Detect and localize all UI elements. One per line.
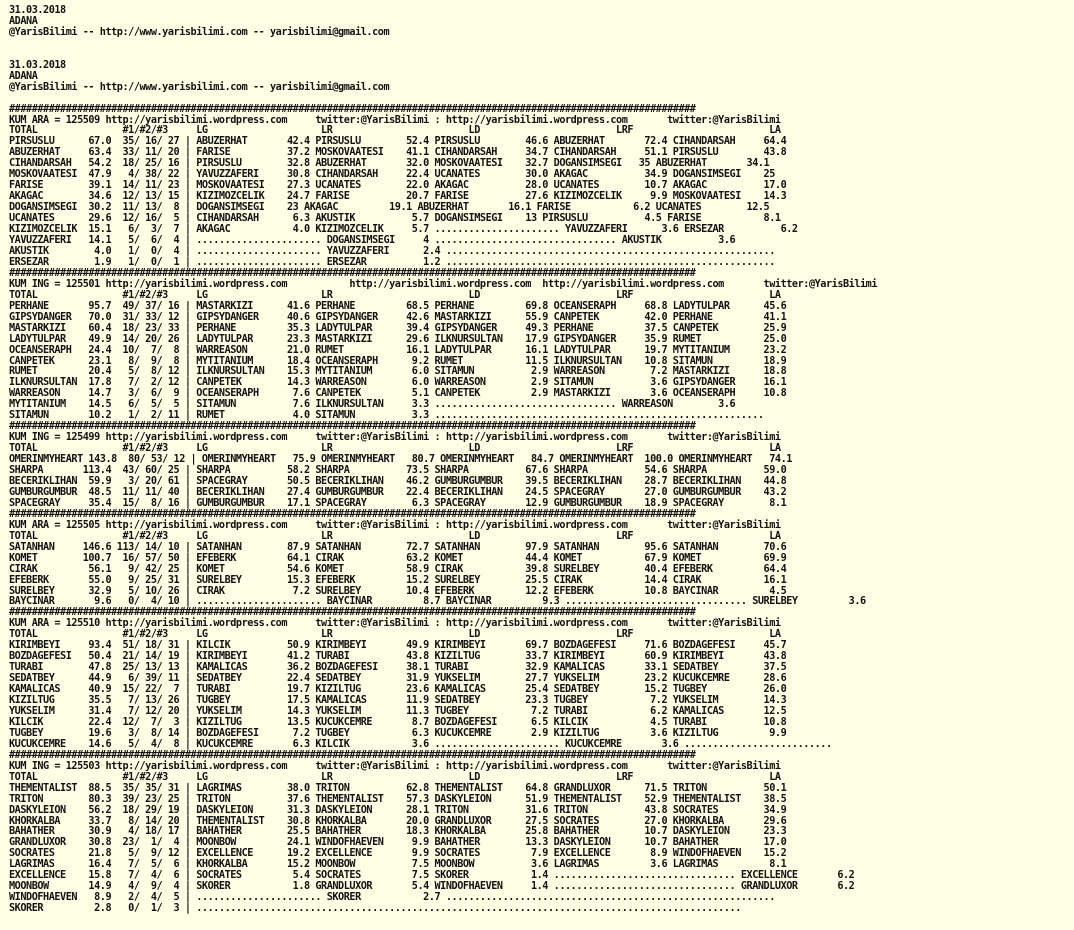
report-line: ADANA (9, 15, 38, 27)
report-line: KAMALICAS 40.9 15/ 22/ 7 | TURABI 19.7 KIZILTUG 23.6 KAMALICAS 25.4 SEDATBEY 15.2 TUGBEY 26.0 (9, 684, 787, 696)
report-line: KILCIK 22.4 12/ 7/ 3 | KIZILTUG 13.5 KUCUKCEMRE 8.7 BOZDAGEFESI 6.5 KILCIK 4.5 TURABI 10.8 (9, 716, 787, 728)
report-line: KOMET 100.7 16/ 57/ 50 | EFEBERK 64.1 CIRAK 63.2 KOMET 44.4 KOMET 67.9 KOMET 69.9 (9, 552, 787, 564)
report-line: KUM ING = 125499 http://yarisbilimi.wordpress.com twitter:@YarisBilimi : http://yarisbilimi.wordpress.com twitter:@YarisBilimi (9, 432, 781, 444)
report-line: TOTAL #1/#2/#3 LG LR LD LRF LA (9, 125, 781, 137)
report-line (9, 94, 1074, 105)
report-line: KIZIMOZCELIK 15.1 6/ 3/ 7 | AKAGAC 4.0 KIZIMOZCELIK 5.7 ...................... YAVUZZAFERI 3.6 ERSEZAR 6.2 (9, 224, 798, 236)
report-line: ######################################################################################################################### (9, 421, 696, 433)
report-line (9, 39, 1074, 50)
report-line: UCANATES 29.6 12/ 16/ 5 | CIHANDARSAH 6.3 AKUSTIK 5.7 DOGANSIMSEGI 13 PIRSUSLU 4.5 FARISE 8.1 (9, 213, 781, 225)
report-line: @YarisBilimi -- http://www.yarisbilimi.com -- yarisbilimi@gmail.com (9, 26, 390, 38)
report-line: GRANDLUXOR 30.8 23/ 1/ 4 | MOONBOW 24.1 WINDOFHAEVEN 9.9 BAHATHER 13.3 DASKYLEION 10.7 BAHATHER 17.0 (9, 837, 787, 849)
report-line: ######################################################################################################################### (9, 508, 696, 520)
report-line: ABUZERHAT 63.4 33/ 11/ 20 | FARISE 37.2 MOSKOVAATESI 41.1 CIHANDARSAH 34.7 CIHANDARSAH 51.1 PIRSUSLU 43.8 (9, 147, 787, 159)
report-line: ADANA (9, 70, 38, 82)
report-line: TUGBEY 19.6 3/ 8/ 14 | BOZDAGEFESI 7.2 TUGBEY 6.3 KUCUKCEMRE 2.9 KIZILTUG 3.6 KIZILTUG 9.9 (9, 727, 787, 739)
report-line: DOGANSIMSEGI 30.2 11/ 13/ 8 | DOGANSIMSEGI 23 AKAGAC 19.1 ABUZERHAT 16.1 FARISE 6.2 UCANATES 12.5 (9, 202, 770, 214)
report-line: FARISE 39.1 14/ 11/ 23 | MOSKOVAATESI 27.3 UCANATES 22.0 AKAGAC 28.0 UCANATES 10.7 AKAGAC 17.0 (9, 180, 787, 192)
report-line: GIPSYDANGER 70.0 31/ 33/ 12 | GIPSYDANGER 40.6 GIPSYDANGER 42.6 MASTARKIZI 55.9 CANPETEK 42.0 PERHANE 41.1 (9, 311, 787, 323)
report-line: YAVUZZAFERI 14.1 5/ 6/ 4 | ...................... DOGANSIMSEGI 4 ................................ AKUSTIK 3.6 (9, 235, 736, 247)
report-line: GUMBURGUMBUR 48.5 11/ 11/ 40 | BECERIKLIHAN 27.4 GUMBURGUMBUR 22.4 BECERIKLIHAN 24.5 SPACEGRAY 27.0 GUMBURGUMBUR 43.2 (9, 486, 787, 498)
report-line: KIZILTUG 35.5 7/ 13/ 26 | TUGBEY 17.5 KAMALICAS 11.9 SEDATBEY 23.3 TUGBEY 7.2 YUKSELIM 14.3 (9, 695, 787, 707)
report-line: AKUSTIK 4.0 1/ 0/ 4 | ...................... YAVUZZAFERI 2.4 .......................................................... (9, 245, 775, 257)
report-line: ERSEZAR 1.9 1/ 0/ 1 | ...................... ERSEZAR 1.2 .......................................................... (9, 256, 775, 268)
report-line: KUM ARA = 125509 http://yarisbilimi.wordpress.com twitter:@YarisBilimi : http://yarisbilimi.wordpress.com twitter:@YarisBilimi (9, 114, 781, 126)
report-line: ILKNURSULTAN 17.8 7/ 2/ 12 | CANPETEK 14.3 WARREASON 6.0 WARREASON 2.9 SITAMUN 3.6 GIPSYDANGER 16.1 (9, 377, 787, 389)
report-line: SOCRATES 21.8 5/ 9/ 12 | EXCELLENCE 19.2 EXCELLENCE 9.9 SOCRATES 7.9 EXCELLENCE 8.9 WINDOFHAEVEN 15.2 (9, 848, 787, 860)
report-line: BECERIKLIHAN 59.9 3/ 20/ 61 | SPACEGRAY 50.5 BECERIKLIHAN 46.2 GUMBURGUMBUR 39.5 BECERIKLIHAN 28.7 BECERIKLIHAN 44.8 (9, 475, 787, 487)
report-line: LAGRIMAS 16.4 7/ 5/ 6 | KHORKALBA 15.2 MOONBOW 7.5 MOONBOW 3.6 LAGRIMAS 3.6 LAGRIMAS 8.1 (9, 859, 787, 871)
report-line: AKAGAC 34.6 12/ 13/ 15 | KIZIMOZCELIK 24.7 FARISE 20.7 FARISE 27.6 KIZIMOZCELIK 9.9 MOSKOVAATESI 14.3 (9, 191, 787, 203)
report-line: DASKYLEION 56.2 18/ 29/ 19 | DASKYLEION 31.3 DASKYLEION 28.1 TRITON 31.6 TRITON 43.8 SOCRATES 34.9 (9, 804, 787, 816)
report-line: KUM ARA = 125505 http://yarisbilimi.wordpress.com twitter:@YarisBilimi : http://yarisbilimi.wordpress.com twitter:@YarisBilimi (9, 519, 781, 531)
report-line: KUM ARA = 125510 http://yarisbilimi.wordpress.com twitter:@YarisBilimi : http://yarisbilimi.wordpress.com twitter:@YarisBilimi (9, 618, 781, 630)
report-line: SURELBEY 32.9 5/ 10/ 26 | CIRAK 7.2 SURELBEY 10.4 EFEBERK 12.2 EFEBERK 10.8 BAYCINAR 4.5 (9, 585, 787, 597)
report-line: TOTAL #1/#2/#3 LG LR LD LRF LA (9, 771, 781, 783)
report-line: @YarisBilimi -- http://www.yarisbilimi.com -- yarisbilimi@gmail.com (9, 81, 390, 93)
report-line: YUKSELIM 31.4 7/ 12/ 20 | YUKSELIM 14.3 YUKSELIM 11.3 TUGBEY 7.2 TURABI 6.2 KAMALICAS 12.5 (9, 706, 787, 717)
report-line: TOTAL #1/#2/#3 LG LR LD LRF LA (9, 530, 781, 542)
report-line (9, 50, 1074, 61)
report-line: PERHANE 95.7 49/ 37/ 16 | MASTARKIZI 41.6 PERHANE 68.5 PERHANE 69.8 OCEANSERAPH 68.8 LADYTULPAR 45.6 (9, 300, 787, 312)
report-line: OMERINMYHEART 143.8 80/ 53/ 12 | OMERINMYHEART 75.9 OMERINMYHEART 80.7 OMERINMYHEART 84.7 OMERINMYHEART 100.0 OMERINMYHEART 74.1 (9, 454, 792, 466)
report-line: KUM ING = 125501 http://yarisbilimi.wordpress.com http://yarisbilimi.wordpress.com http://yarisbilimi.wordpress.com twitter:@YarisBilimi (9, 278, 878, 290)
report-line: CANPETEK 23.1 8/ 9/ 8 | MYTITANIUM 18.4 OCEANSERAPH 9.2 RUMET 11.5 ILKNURSULTAN 10.8 SITAMUN 18.9 (9, 355, 787, 367)
report-line: BAYCINAR 9.6 0/ 4/ 10 | ...................... BAYCINAR 8.7 BAYCINAR 9.3 ................................ SURELBEY 3.6 (9, 596, 866, 608)
report-line: 31.03.2018 (9, 5, 66, 16)
report-line: 31.03.2018 (9, 59, 66, 71)
report-line: MOONBOW 14.9 4/ 9/ 4 | SKORER 1.8 GRANDLUXOR 5.4 WINDOFHAEVEN 1.4 ................................ GRANDLUXOR 6.2 (9, 881, 855, 893)
report-line: KUCUKCEMRE 14.6 5/ 4/ 8 | KUCUKCEMRE 6.3 KILCIK 3.6 ...................... KUCUKCEMRE 3.6 .......................... (9, 738, 832, 750)
report-line: ######################################################################################################################### (9, 749, 696, 761)
report-line: TURABI 47.8 25/ 13/ 13 | KAMALICAS 36.2 BOZDAGEFESI 38.1 TURABI 32.9 KAMALICAS 33.1 SEDATBEY 37.5 (9, 662, 787, 674)
report-line: BAHATHER 30.9 4/ 18/ 17 | BAHATHER 25.5 BAHATHER 18.3 KHORKALBA 25.8 BAHATHER 10.7 DASKYLEION 23.3 (9, 826, 787, 838)
report-line: MYTITANIUM 14.5 6/ 5/ 5 | SITAMUN 7.6 ILKNURSULTAN 3.3 ................................ WARREASON 3.6 (9, 399, 736, 411)
report-line: ######################################################################################################################### (9, 267, 696, 279)
report-line: TOTAL #1/#2/#3 LG LR LD LRF LA (9, 289, 781, 301)
report-line: TOTAL #1/#2/#3 LG LR LD LRF LA (9, 629, 781, 641)
report-line: SITAMUN 10.2 1/ 2/ 11 | RUMET 4.0 SITAMUN 3.3 .......................................................... (9, 410, 764, 422)
report-line: SATANHAN 146.6 113/ 14/ 10 | SATANHAN 87.9 SATANHAN 72.7 SATANHAN 97.9 SATANHAN 95.6 SATANHAN 70.6 (9, 541, 787, 553)
report-line: CIHANDARSAH 54.2 18/ 25/ 16 | PIRSUSLU 32.8 ABUZERHAT 32.0 MOSKOVAATESI 32.7 DOGANSIMSEGI 35 ABUZERHAT 34.1 (9, 158, 770, 170)
report-line: KIRIMBEYI 93.4 51/ 18/ 31 | KILCIK 50.9 KIRIMBEYI 49.9 KIRIMBEYI 69.7 BOZDAGEFESI 71.6 BOZDAGEFESI 45.7 (9, 640, 787, 652)
report-line: KUM ING = 125503 http://yarisbilimi.wordpress.com twitter:@YarisBilimi : http://yarisbilimi.wordpress.com twitter:@YarisBilimi (9, 760, 781, 772)
report-line: MASTARKIZI 60.4 18/ 23/ 33 | PERHANE 35.3 LADYTULPAR 39.4 GIPSYDANGER 49.3 PERHANE 37.5 CANPETEK 25.9 (9, 322, 787, 334)
report-line: RUMET 20.4 5/ 8/ 12 | ILKNURSULTAN 15.3 MYTITANIUM 6.0 SITAMUN 2.9 WARREASON 7.2 MASTARKIZI 18.8 (9, 366, 787, 378)
report-line: THEMENTALIST 88.5 35/ 35/ 31 | LAGRIMAS 38.0 TRITON 62.8 THEMENTALIST 64.8 GRANDLUXOR 71.5 TRITON 50.1 (9, 782, 787, 794)
report-line: TOTAL #1/#2/#3 LG LR LD LRF LA (9, 443, 781, 455)
report-line: LADYTULPAR 49.9 14/ 20/ 26 | LADYTULPAR 23.3 MASTARKIZI 29.6 ILKNURSULTAN 17.9 GIPSYDANGER 35.9 RUMET 25.0 (9, 333, 787, 345)
report-line: PIRSUSLU 67.0 35/ 16/ 27 | ABUZERHAT 42.4 PIRSUSLU 52.4 PIRSUSLU 46.6 ABUZERHAT 72.4 CIHANDARSAH 64.4 (9, 136, 787, 148)
report-line: BOZDAGEFESI 50.4 21/ 14/ 19 | KIRIMBEYI 41.2 TURABI 43.8 KIZILTUG 33.7 KIRIMBEYI 60.9 KIRIMBEYI 43.8 (9, 651, 787, 663)
report-line: SPACEGRAY 35.4 15/ 8/ 16 | GUMBURGUMBUR 17.1 SPACEGRAY 6.3 SPACEGRAY 12.9 GUMBURGUMBUR 18.9 SPACEGRAY 8.1 (9, 497, 787, 509)
report-line: WARREASON 14.7 3/ 6/ 9 | OCEANSERAPH 7.6 CANPETEK 5.1 CANPETEK 2.9 MASTARKIZI 3.6 OCEANSERAPH 10.8 (9, 388, 787, 400)
report-line: SEDATBEY 44.9 6/ 39/ 11 | SEDATBEY 22.4 SEDATBEY 31.9 YUKSELIM 27.7 YUKSELIM 23.2 KUCUKCEMRE 28.6 (9, 673, 787, 685)
report-line: KHORKALBA 33.7 8/ 14/ 20 | THEMENTALIST 30.8 KHORKALBA 20.0 GRANDLUXOR 27.5 SOCRATES 27.0 KHORKALBA 29.6 (9, 815, 787, 827)
report-line: WINDOFHAEVEN 8.9 2/ 4/ 5 | ...................... SKORER 2.7 .......................................................... (9, 892, 775, 904)
report-line: ######################################################################################################################### (9, 607, 696, 619)
report-line: ######################################################################################################################### (9, 103, 696, 115)
report-line: EXCELLENCE 15.8 7/ 4/ 6 | SOCRATES 5.4 SOCRATES 7.5 SKORER 1.4 ................................ EXCELLENCE 6.2 (9, 870, 855, 882)
report-line: EFEBERK 55.0 9/ 25/ 31 | SURELBEY 15.3 EFEBERK 15.2 SURELBEY 25.5 CIRAK 14.4 CIRAK 16.1 (9, 574, 787, 586)
report-line: CIRAK 56.1 9/ 42/ 25 | KOMET 54.6 KOMET 58.9 CIRAK 39.8 SURELBEY 40.4 EFEBERK 64.4 (9, 563, 787, 575)
report-line: TRITON 80.3 39/ 23/ 25 | TRITON 37.6 THEMENTALIST 57.3 DASKYLEION 51.9 THEMENTALIST 52.9 THEMENTALIST 38.5 (9, 793, 787, 805)
report-line: SHARPA 113.4 43/ 60/ 25 | SHARPA 58.2 SHARPA 73.5 SHARPA 67.6 SHARPA 54.6 SHARPA 59.0 (9, 465, 787, 477)
report-line: SKORER 2.8 0/ 1/ 3 | ................................................................................................ (9, 903, 741, 915)
report-line: MOSKOVAATESI 47.9 4/ 38/ 22 | YAVUZZAFERI 30.8 CIHANDARSAH 22.4 UCANATES 30.0 AKAGAC 34.9 DOGANSIMSEGI 25 (9, 169, 775, 181)
report-line: OCEANSERAPH 24.4 10/ 7/ 8 | WARREASON 21.0 RUMET 16.1 LADYTULPAR 16.1 LADYTULPAR 19.7 MYTITANIUM 23.2 (9, 344, 787, 356)
